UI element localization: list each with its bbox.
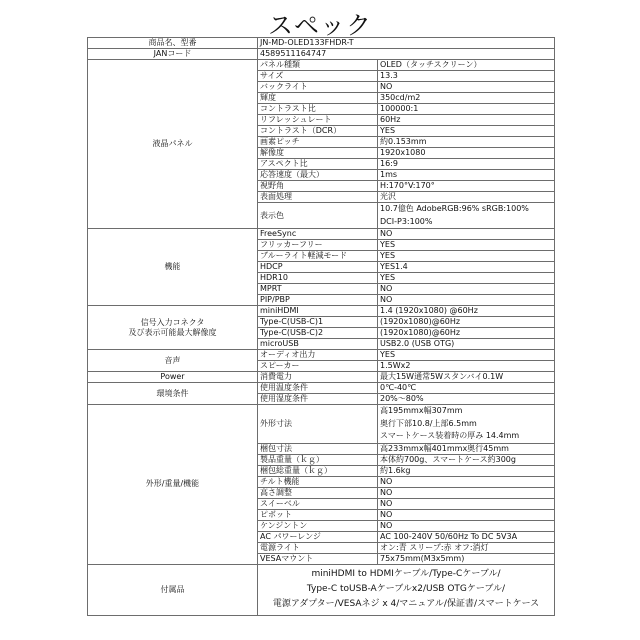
category-power: Power [88,372,258,383]
spec-table [87,37,555,616]
page-title: スペック [267,11,372,40]
table-row [88,564,555,615]
accessory-line: miniHDMI to HDMIケーブル/Type-Cケーブル/ [311,569,501,579]
table-row [88,306,555,317]
table-row [88,229,555,240]
category-features: 機能 [88,229,258,306]
spec-value: USB2.0 (USB OTG) [378,339,555,350]
spec-key: サイズ [258,71,378,82]
spec-value: YES [378,126,555,137]
table-row [88,405,555,444]
spec-key: チルト機能 [258,476,378,487]
spec-key: PIP/PBP [258,295,378,306]
category-line: 及び表示可能最大解像度 [128,327,217,337]
value-line: 奥行下部10.8/上部6.5mm [380,418,477,428]
spec-key: 解像度 [258,148,378,159]
spec-value: 100000:1 [378,104,555,115]
spec-key: スイーベル [258,498,378,509]
spec-value: NO [378,498,555,509]
value-line: DCI-P3:100% [380,216,433,226]
value-line: 高195mmx幅307mm [380,406,463,415]
table-row [88,38,555,49]
row-label: JANコード [88,49,258,60]
spec-key: microUSB [258,339,378,350]
spec-key: HDCP [258,262,378,273]
spec-value: 約1.6kg [378,465,555,476]
value-line: 10.7億色 AdobeRGB:96% sRGB:100% [380,204,529,213]
spec-key: 梱包総重量（ｋｇ） [258,465,378,476]
spec-value: 高233mmx幅401mmx奥行45mm [378,443,555,454]
spec-key: 表示色 [258,203,378,229]
row-label: 商品名、型番 [88,38,258,49]
spec-key: コントラスト比 [258,104,378,115]
spec-value: YES1.4 [378,262,555,273]
spec-key: AC パワーレンジ [258,531,378,542]
category-audio: 音声 [88,350,258,372]
spec-key: miniHDMI [258,306,378,317]
spec-key: 電源ライト [258,542,378,553]
spec-value: NO [378,509,555,520]
spec-value: NO [378,284,555,295]
table-row [88,60,555,71]
spec-value: OLED（タッチスクリーン） [378,60,555,71]
spec-value: 1ms [378,170,555,181]
spec-value: NO [378,229,555,240]
spec-key: 応答速度（最大） [258,170,378,181]
spec-key: ブルーライト軽減モード [258,251,378,262]
accessory-line: Type-C toUSB-Aケーブルx2/USB OTGケーブル/ [306,584,506,594]
spec-key: 輝度 [258,93,378,104]
spec-value: YES [378,273,555,284]
spec-key: Type-C(USB-C)2 [258,328,378,339]
spec-key: フリッカーフリー [258,240,378,251]
spec-value-outline [378,405,555,444]
spec-value: YES [378,240,555,251]
spec-value: (1920x1080)@60Hz [378,317,555,328]
spec-key: 画素ピッチ [258,137,378,148]
spec-value: NO [378,520,555,531]
spec-key: 表面処理 [258,192,378,203]
value-line: スマートケース装着時の厚み 14.4mm [380,431,520,440]
spec-value: 本体約700g、スマートケース約300g [378,454,555,465]
spec-value: 1920x1080 [378,148,555,159]
spec-value: 20%〜80% [378,394,555,405]
spec-key: 梱包寸法 [258,443,378,454]
spec-value: 0℃-40℃ [378,383,555,394]
spec-value: 16:9 [378,159,555,170]
spec-key: Type-C(USB-C)1 [258,317,378,328]
spec-value: 350cd/m2 [378,93,555,104]
spec-key: パネル種類 [258,60,378,71]
spec-key: アスペクト比 [258,159,378,170]
spec-value: 光沢 [378,192,555,203]
category-signal [88,306,258,350]
spec-value: 60Hz [378,115,555,126]
category-environment: 環境条件 [88,383,258,405]
spec-key: 外形寸法 [258,405,378,444]
spec-key: ピボット [258,509,378,520]
spec-value: AC 100-240V 50/60Hz To DC 5V3A [378,531,555,542]
spec-key: オーディオ出力 [258,350,378,361]
spec-key: コントラスト（DCR） [258,126,378,137]
spec-value: (1920x1080)@60Hz [378,328,555,339]
category-line: 信号入力コネクタ [140,317,205,327]
spec-key: スピーカー [258,361,378,372]
spec-key: 製品重量（ｋｇ） [258,454,378,465]
table-row [88,372,555,383]
table-row [88,383,555,394]
category-dimensions: 外形/重量/機能 [88,405,258,565]
spec-key: HDR10 [258,273,378,284]
spec-value: NO [378,476,555,487]
spec-value: YES [378,251,555,262]
spec-value: NO [378,82,555,93]
spec-value: 13.3 [378,71,555,82]
table-row [88,49,555,60]
category-lcd: 液晶パネル [88,60,258,229]
spec-key: 消費電力 [258,372,378,383]
spec-key: 使用温度条件 [258,383,378,394]
spec-value: H:170°V:170° [378,181,555,192]
spec-value: 1.4 (1920x1080) @60Hz [378,306,555,317]
spec-value: 約0.153mm [378,137,555,148]
spec-key: MPRT [258,284,378,295]
category-accessories: 付属品 [88,564,258,615]
product-model: JN-MD-OLED133FHDR-T [258,38,555,49]
accessory-line: 電源アダプター/VESAネジ x 4/マニュアル/保証書/スマートケース [272,599,540,609]
spec-value-color [378,203,555,229]
spec-key: 使用湿度条件 [258,394,378,405]
spec-value: NO [378,487,555,498]
spec-key: 視野角 [258,181,378,192]
spec-key: バックライト [258,82,378,93]
table-row [88,350,555,361]
spec-key: リフレッシュレート [258,115,378,126]
spec-value: 最大15W通常5Wスタンバイ0.1W [378,372,555,383]
jan-code: 4589511164747 [258,49,555,60]
spec-key: VESAマウント [258,553,378,564]
spec-value: 1.5Wx2 [378,361,555,372]
spec-key: FreeSync [258,229,378,240]
spec-value: オン:青 スリープ:赤 オフ:消灯 [378,542,555,553]
accessories-list [258,564,555,615]
spec-value: NO [378,295,555,306]
spec-value: 75x75mm(M3x5mm) [378,553,555,564]
spec-key: ケンジントン [258,520,378,531]
spec-value: YES [378,350,555,361]
spec-key: 高さ調整 [258,487,378,498]
